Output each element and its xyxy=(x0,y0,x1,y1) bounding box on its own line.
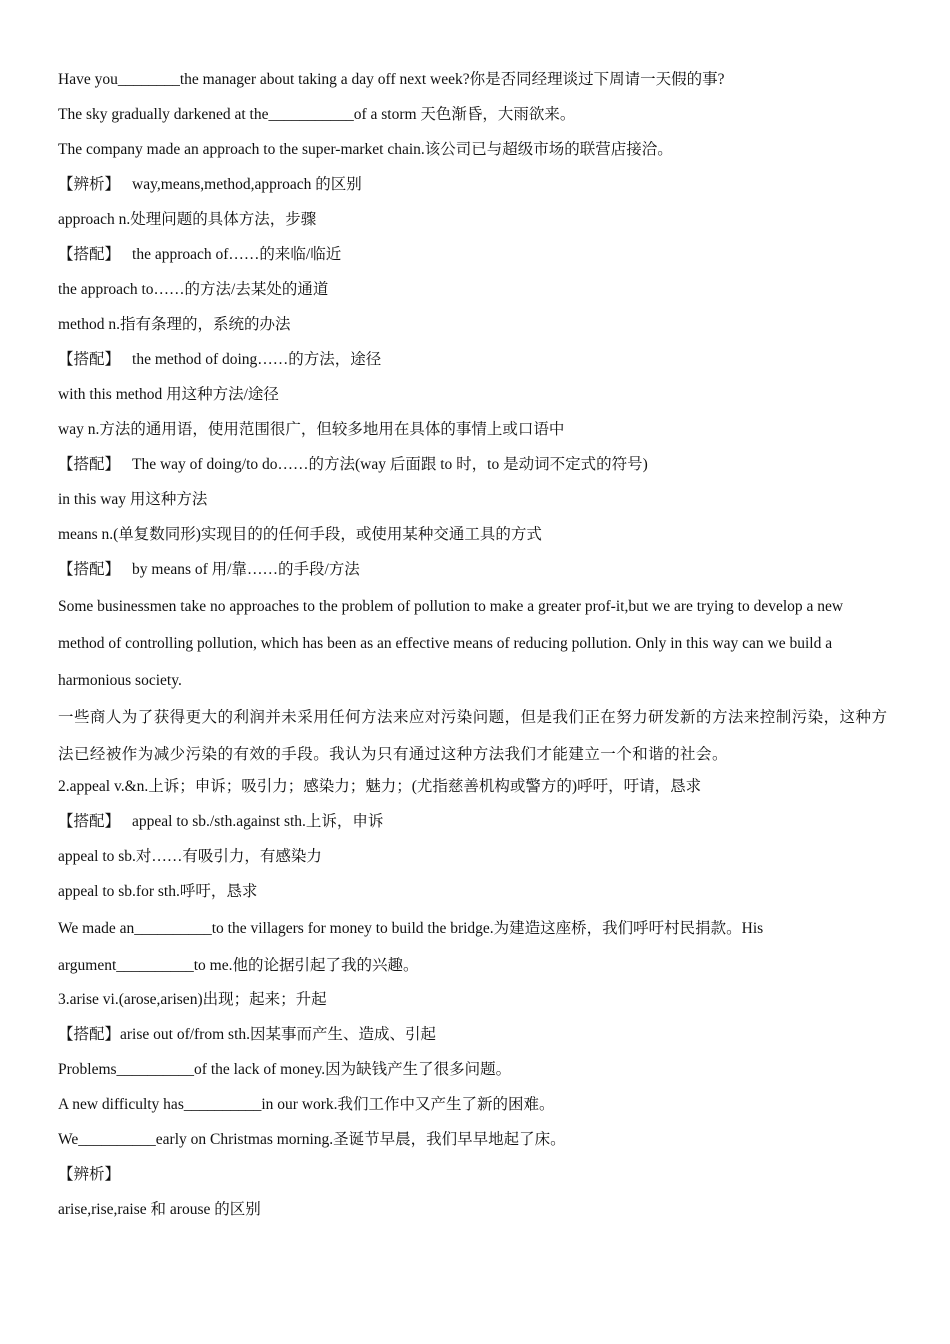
exercise-sentence: A new difficulty has__________in our work.我们工作中又产生了新的困难。 xyxy=(58,1096,555,1113)
exercise-sentence: We__________early on Christmas morning.圣诞节早晨，我们早早地起了床。 xyxy=(58,1131,566,1148)
collocation-item: in this way 用这种方法 xyxy=(58,491,208,508)
example-sentence: Have you________the manager about taking a day off next week?你是否同经理谈过下周请一天假的事? xyxy=(58,71,725,88)
collocation-line xyxy=(58,1025,888,1045)
example-sentence: The company made an approach to the super-market chain.该公司已与超级市场的联营店接洽。 xyxy=(58,141,673,158)
collocation-text: The way of doing/to do……的方法(way 后面跟 to 时，to 是动词不定式的符号) xyxy=(132,456,648,473)
collocation-item: the approach to……的方法/去某处的通道 xyxy=(58,281,329,298)
exercise-paragraph: We made an__________to the villagers for money to build the bridge.为建造这座桥，我们呼吁村民捐款。His argument__________to me.他的论据引起了我的兴趣。 xyxy=(58,920,764,974)
collocation-item: appeal to sb.for sth.呼吁，恳求 xyxy=(58,883,258,900)
analysis-line xyxy=(58,175,888,195)
collocation-line xyxy=(58,350,888,370)
collocation-line xyxy=(58,560,888,580)
collocation-text: arise out of/from sth.因某事而产生、造成、引起 xyxy=(120,1026,437,1043)
collocation-item: appeal to sb.对……有吸引力，有感染力 xyxy=(58,848,322,865)
collocation-tag: 【搭配】 xyxy=(58,561,121,578)
collocation-tag: 【搭配】 xyxy=(58,1026,121,1043)
word-entry-appeal: 2.appeal v.&n.上诉；申诉；吸引力；感染力；魅力；(尤指慈善机构或警方的)呼吁，吁请，恳求 xyxy=(58,778,702,795)
collocation-line xyxy=(58,812,888,832)
collocation-tag: 【搭配】 xyxy=(58,246,121,263)
collocation-text: appeal to sb./sth.against sth.上诉，申诉 xyxy=(132,813,384,830)
collocation-tag: 【搭配】 xyxy=(58,456,121,473)
definition-line: method n.指有条理的，系统的办法 xyxy=(58,316,291,333)
definition-line: means n.(单复数同形)实现目的的任何手段，或使用某种交通工具的方式 xyxy=(58,526,542,543)
collocation-line xyxy=(58,245,888,265)
example-sentence: The sky gradually darkened at the___________of a storm 天色渐昏，大雨欲来。 xyxy=(58,106,576,123)
example-paragraph-english: Some businessmen take no approaches to the problem of pollution to make a greater prof-it,but we are trying to develop a new method of controlling pollution, which has been as an effective means of reducing pollution. Only in this way can we build a harmonious society. xyxy=(58,598,844,689)
collocation-line xyxy=(58,455,888,475)
collocation-tag: 【搭配】 xyxy=(58,813,121,830)
exercise-sentence: Problems__________of the lack of money.因为缺钱产生了很多问题。 xyxy=(58,1061,512,1078)
collocation-text: the approach of……的来临/临近 xyxy=(132,246,342,263)
analysis-tag: 【辨析】 xyxy=(58,1166,121,1183)
collocation-tag: 【搭配】 xyxy=(58,351,121,368)
word-entry-arise: 3.arise vi.(arose,arisen)出现；起来；升起 xyxy=(58,991,327,1008)
analysis-text: arise,rise,raise 和 arouse 的区别 xyxy=(58,1201,261,1218)
analysis-text: way,means,method,approach 的区别 xyxy=(132,176,362,193)
collocation-item: with this method 用这种方法/途径 xyxy=(58,386,279,403)
analysis-tag: 【辨析】 xyxy=(58,176,121,193)
definition-line: way n.方法的通用语，使用范围很广，但较多地用在具体的事情上或口语中 xyxy=(58,421,565,438)
example-paragraph-chinese: 一些商人为了获得更大的利润并未采用任何方法来应对污染问题，但是我们正在努力研发新的方法来控制污染，这种方法已经被作为减少污染的有效的手段。我认为只有通过这种方法我们才能建立一个和谐的社会。 xyxy=(58,709,888,763)
definition-line: approach n.处理问题的具体方法，步骤 xyxy=(58,211,317,228)
collocation-text: by means of 用/靠……的手段/方法 xyxy=(132,561,360,578)
collocation-text: the method of doing……的方法，途径 xyxy=(132,351,382,368)
